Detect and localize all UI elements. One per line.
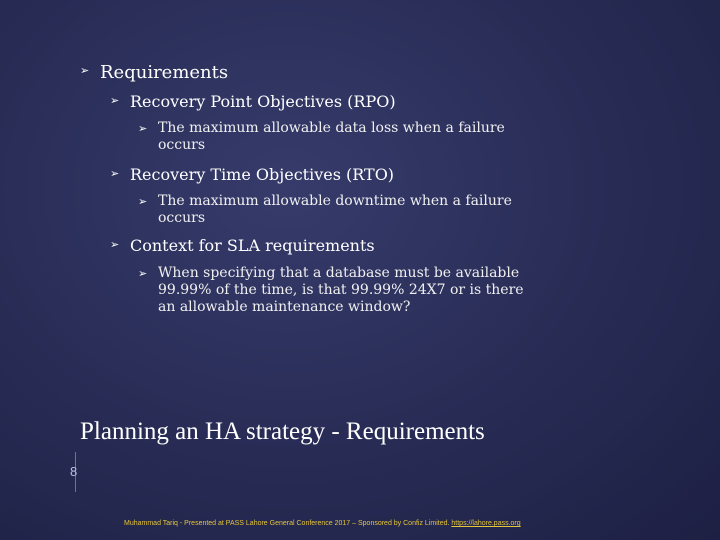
- bullet-rpo-detail: [138, 120, 538, 154]
- arrowhead-bullet-icon: ➢: [80, 64, 90, 77]
- footer-link[interactable]: https://lahore.pass.org: [451, 520, 521, 527]
- bullet-rto: [110, 165, 394, 185]
- arrowhead-bullet-icon: ➢: [138, 267, 148, 280]
- arrowhead-bullet-icon: ➢: [138, 195, 148, 208]
- arrowhead-bullet-icon: ➢: [110, 167, 120, 180]
- footer-text: Muhammad Tariq - Presented at PASS Lahore General Conference 2017 – Sponsored by Confiz Limited.: [124, 520, 450, 527]
- bullet-text: Recovery Point Objectives (RPO): [130, 92, 396, 111]
- arrowhead-bullet-icon: ➢: [110, 238, 120, 251]
- bullet-text: Recovery Time Objectives (RTO): [130, 165, 395, 184]
- bullet-text: Context for SLA requirements: [130, 236, 375, 255]
- arrowhead-bullet-icon: ➢: [110, 94, 120, 107]
- bullet-rpo: [110, 92, 396, 112]
- bullet-text: The maximum allowable data loss when a failure occurs: [158, 120, 505, 154]
- bullet-text: When specifying that a database must be available 99.99% of the time, is that 99.99% 24X7 or is there an allowable maintenance window?: [158, 265, 524, 316]
- footer: [124, 520, 521, 527]
- bullet-text: Requirements: [100, 62, 229, 83]
- bullet-sla-detail: [138, 265, 548, 316]
- bullet-requirements: [80, 62, 228, 85]
- arrowhead-bullet-icon: ➢: [138, 122, 148, 135]
- bullet-sla: [110, 236, 375, 256]
- slide-number: 8: [70, 464, 78, 479]
- bullet-text: The maximum allowable downtime when a failure occurs: [158, 193, 512, 227]
- bullet-rto-detail: [138, 193, 538, 227]
- slide-title: Planning an HA strategy - Requirements: [80, 418, 485, 445]
